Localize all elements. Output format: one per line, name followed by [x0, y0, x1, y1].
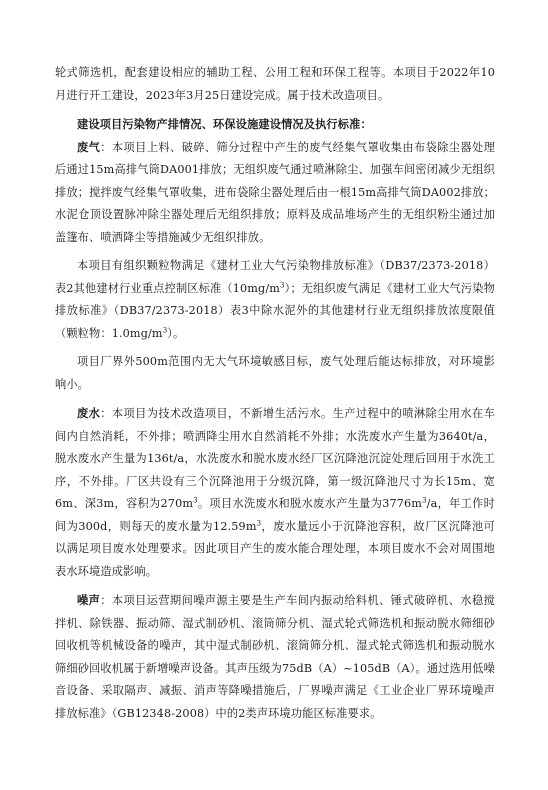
air-text: ：本项目上料、破碎、筛分过程中产生的废气经集气罩收集由布袋除尘器处理后通过15m高排气筒DA001排放；无组织废气通过喷淋除尘、加强车间密闭减少无组织排放；搅拌废气经集气罩收集，进布袋除尘器处理后由一根15m高排气筒DA002排放；水泥仓顶设置脉冲除尘器处理后无组织排放；原料及成品堆场产生的无组织粉尘通过加盖篷布、喷洒降尘等措施减少无组织排放。	[55, 140, 495, 244]
water-paragraph	[55, 402, 495, 583]
water-text-c: /a，年工作时间为300d，则每天的废水量为12.59m	[55, 497, 496, 533]
air-lead: 废气	[77, 139, 101, 154]
water-lead: 废水	[77, 406, 101, 420]
air-standard-paragraph	[55, 255, 495, 345]
superscript: 3	[256, 518, 262, 527]
section-heading: 建设项目污染物产排情况、环保设施建设情况及执行标准：	[77, 117, 372, 131]
superscript: 3	[162, 325, 168, 334]
noise-text: ：本项目运营期间噪声源主要是生产车间内振动给料机、锤式破碎机、水稳搅拌机、除铁器、振动筛、湿式制砂机、滚筒筛分机、湿式轮式筛选机和振动脱水筛细砂回收机等机械设备的噪声，其中湿式制砂机、滚筒筛分机、湿式轮式筛选机和振动脱水筛细砂回收机属于新增噪声设备。其声压级为75dB（A）~105dB（A）。通过选用低噪音设备、采取隔声、减振、消声等降噪措施后，厂界噪声满足《工业企业厂界环境噪声排放标准》（GB12348-2008）中的2类声环境功能区标准要求。	[55, 594, 495, 720]
air-std-a: 本项目有组织颗粒物满足《建材工业大气污染物排放标准》（DB37/2373-2018）表2其他建材行业重点控制区标准（10mg/m	[55, 259, 495, 295]
water-text-d: ，废水量远小于沉降池容积，故厂区沉降池可以满足项目废水处理要求。因此项目产生的废水能合理处理，本项目废水不会对周围地表水环境造成影响。	[55, 519, 495, 578]
noise-lead: 噪声	[77, 593, 101, 607]
water-text-b: 。项目水洗废水和脱水废水产生量为3776m	[197, 497, 423, 510]
air-std-b: ）；无组织废气满足《建材工业大气污染物排放标准》（DB37/2373-2018）表3中除水泥外的其他建材行业无组织排放浓度限值（颗粒物：1.0mg/m	[55, 281, 495, 340]
noise-paragraph	[55, 589, 495, 725]
intro-paragraph: 轮式筛选机，配套建设相应的辅助工程、公用工程和环保工程等。本项目于2022年10月进行开工建设，2023年3月25日建设完成。属于技术改造项目。	[55, 66, 495, 102]
superscript: 3	[422, 496, 427, 505]
water-text-a: ：本项目为技术改造项目，不新增生活污水。生产过程中的喷淋除尘用水在车间内自然消耗，不外排；喷洒降尘用水自然消耗不外排；水洗废水产生量为3640t/a，脱水废水产生量为136t/a，水洗废水和脱水废水经厂区沉降池沉淀处理后回用于水洗工序，不外排。厂区共设有三个沉降池用于分级沉降，第一级沉降池尺寸为长15m、宽6m、深3m，容积为270m	[55, 407, 495, 510]
superscript: 3	[280, 280, 285, 289]
document-body	[55, 62, 495, 725]
air-std-c: ）。	[167, 326, 185, 340]
superscript: 3	[193, 496, 198, 505]
air-paragraph	[55, 136, 495, 250]
air-sensitivity-paragraph: 项目厂界外500m范围内无大气环境敏感目标，废气处理后能达标排放，对环境影响小。	[55, 355, 495, 391]
